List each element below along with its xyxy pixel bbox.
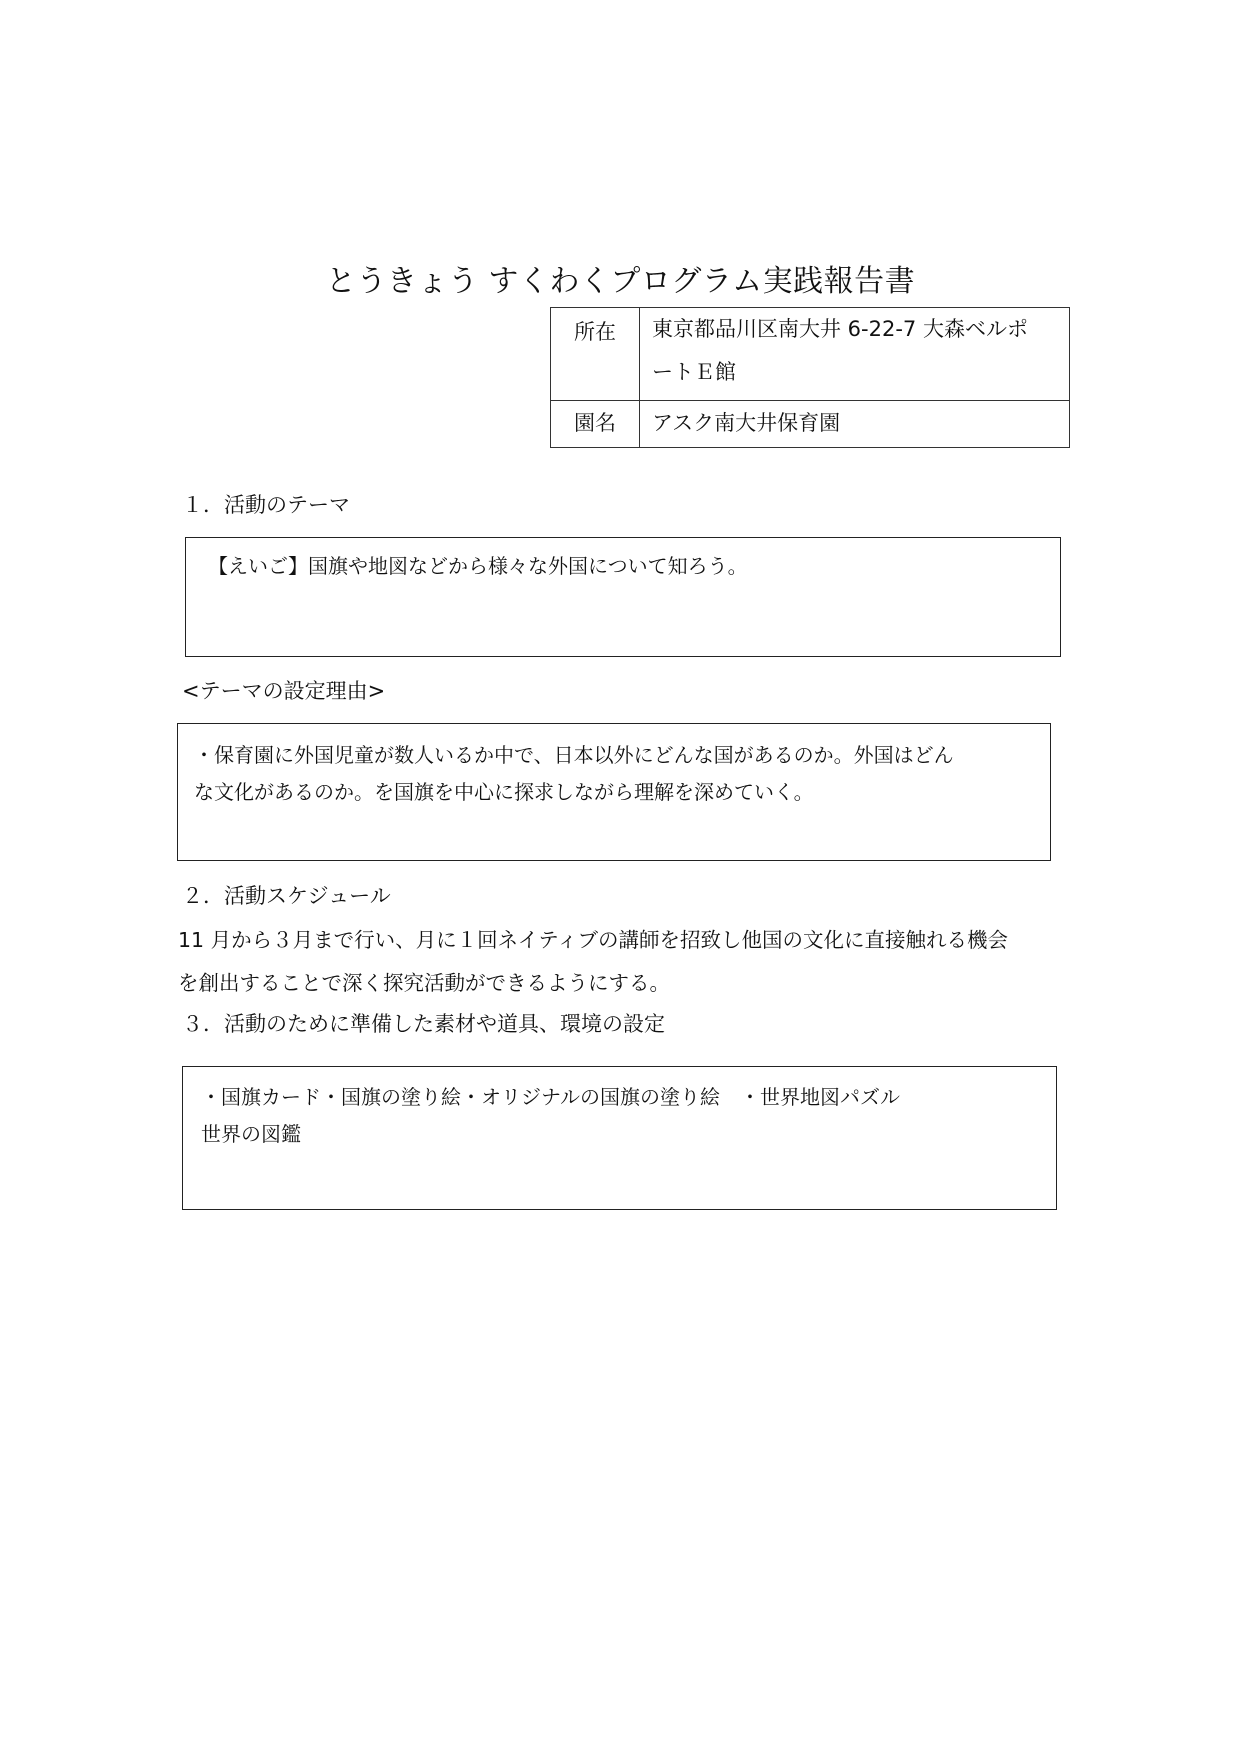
schedule-line-1: 11 月から３月まで行い、月に１回ネイティブの講師を招致し他国の文化に直接触れる機会	[178, 928, 1009, 952]
document-title: とうきょう すくわくプログラム実践報告書	[325, 264, 916, 299]
reason-line-2: な文化があるのか。を国旗を中心に探求しながら理解を深めていく。	[194, 780, 814, 804]
location-line-1: 東京都品川区南大井 6-22-7 大森ベルポ	[652, 317, 1028, 341]
location-label: 所在	[551, 308, 640, 401]
location-line-2: ートＥ館	[652, 360, 736, 384]
location-value	[640, 308, 1070, 401]
materials-line-1: ・国旗カード・国旗の塗り絵・オリジナルの国旗の塗り絵 ・世界地図パズル	[201, 1085, 900, 1109]
section-3-heading: ３．活動のために準備した素材や道具、環境の設定	[182, 1012, 665, 1036]
name-label: 園名	[551, 401, 640, 448]
theme-box	[185, 537, 1061, 657]
section-1-heading: １．活動のテーマ	[182, 493, 350, 517]
reason-line-1: ・保育園に外国児童が数人いるか中で、日本以外にどんな国があるのか。外国はどん	[194, 743, 954, 767]
name-value: アスク南大井保育園	[640, 401, 1070, 448]
reason-heading: <テーマの設定理由>	[182, 679, 386, 703]
schedule-line-2: を創出することで深く探究活動ができるようにする。	[178, 971, 670, 995]
materials-box	[182, 1066, 1057, 1210]
name-row	[551, 401, 1070, 448]
theme-text: 【えいご】国旗や地図などから様々な外国について知ろう。	[208, 554, 748, 578]
section-2-heading: ２．活動スケジュール	[182, 884, 391, 908]
reason-box	[177, 723, 1051, 861]
materials-line-2: 世界の図鑑	[201, 1122, 301, 1146]
info-table	[550, 307, 1070, 448]
location-row	[551, 308, 1070, 401]
